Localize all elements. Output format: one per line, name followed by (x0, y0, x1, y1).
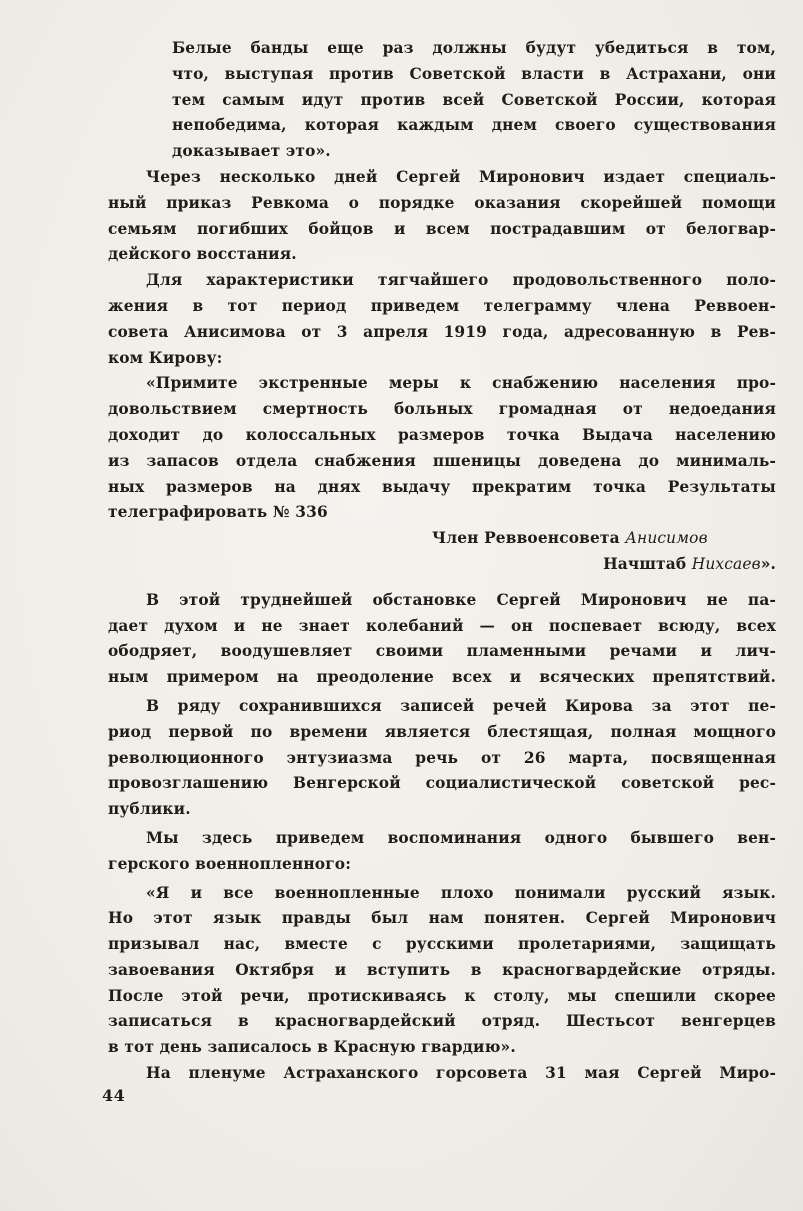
text-line: ный приказ Ревкома о порядке оказания скорейшей помощи (108, 193, 776, 212)
text-line: в тот день записалось в Красную гвардию». (108, 1038, 516, 1057)
page-number: 44 (102, 1086, 126, 1105)
text-line: Белые банды еще раз должны будут убедиться в том, (172, 39, 776, 57)
text-line: герского военнопленного: (108, 854, 352, 873)
text-line: дейского восстания. (108, 245, 297, 264)
text-line: ным примером на преодоление всех и всяческих препятствий. (108, 668, 776, 687)
text-line: Мы здесь приведем воспоминания одного бывшего вен- (146, 828, 776, 847)
paragraph (108, 588, 776, 691)
text-line: призывал нас, вместе с русскими пролетариями, защищать (108, 935, 776, 954)
text-line: «Я и все военнопленные плохо понимали русский язык. (146, 883, 776, 902)
text-line: ободряет, воодушевляет своими пламенными речами и лич- (108, 642, 776, 661)
text-line: Но этот язык правды был нам понятен. Сергей Миронович (108, 909, 776, 928)
signature-name: Нихсаев (691, 554, 761, 573)
telegram-quote (108, 371, 776, 577)
text-line: ных размеров на днях выдачу прекратим точка Результаты (108, 477, 776, 496)
signature-line (108, 552, 776, 578)
signature-name: Анисимов (625, 529, 708, 548)
text-line: телеграфировать № 336 (108, 503, 328, 522)
signature-line (108, 526, 776, 552)
text-line: После этой речи, протискиваясь к столу, мы спешили скорее (108, 986, 776, 1005)
text-line: «Примите экстренные меры к снабжению населения про- (146, 374, 776, 393)
text-line: записаться в красногвардейский отряд. Шестьсот венгерцев (108, 1012, 776, 1031)
text-line: семьям погибших бойцов и всем пострадавшим от белогвар- (108, 219, 776, 238)
paragraph (108, 826, 776, 878)
page-text (108, 36, 776, 1087)
text-line: провозглашению Венгерской социалистической советской рес- (108, 774, 776, 793)
signature-title: Член Реввоенсовета (432, 529, 620, 548)
paragraph (108, 268, 776, 371)
pow-memoir-quote (108, 881, 776, 1062)
paragraph (108, 694, 776, 823)
paragraph (108, 1061, 776, 1087)
text-line: доказывает это». (172, 142, 331, 161)
quote-continuation (108, 36, 776, 165)
text-line: из запасов отдела снабжения пшеницы доведена до минималь- (108, 451, 776, 470)
text-line: революционного энтузиазма речь от 26 марта, посвященная (108, 748, 776, 767)
text-line: завоевания Октября и вступить в красногвардейские отряды. (108, 960, 776, 979)
text-line: жения в тот период приведем телеграмму члена Реввоен- (108, 296, 776, 315)
text-line: довольствием смертность больных громадная от недоедания (108, 400, 776, 419)
text-line: риод первой по времени является блестящая, полная мощного (108, 722, 776, 741)
text-line: непобедима, которая каждым днем своего существования (172, 116, 776, 135)
text-line: ком Кирову: (108, 348, 223, 367)
text-line: В ряду сохранившихся записей речей Кирова за этот пе- (146, 696, 776, 715)
text-line: дает духом и не знает колебаний — он поспевает всюду, всех (108, 616, 776, 635)
text-line: публики. (108, 800, 191, 819)
text-line: что, выступая против Советской власти в Астрахани, они (172, 64, 776, 83)
text-line: доходит до колоссальных размеров точка Выдача населению (108, 425, 776, 444)
paragraph (108, 165, 776, 268)
text-line: В этой труднейшей обстановке Сергей Миронович не па- (146, 590, 776, 609)
signature-title: Начштаб (603, 554, 687, 573)
quote-close: ». (760, 554, 776, 573)
text-line: На пленуме Астраханского горсовета 31 мая Сергей Миро- (146, 1064, 776, 1083)
text-line: Через несколько дней Сергей Миронович издает специаль- (146, 167, 776, 186)
text-line: Для характеристики тягчайшего продовольственного поло- (146, 271, 776, 290)
text-line: тем самым идут против всей Советской России, которая (172, 90, 776, 109)
text-line: совета Анисимова от 3 апреля 1919 года, адресованную в Рев- (108, 322, 776, 341)
